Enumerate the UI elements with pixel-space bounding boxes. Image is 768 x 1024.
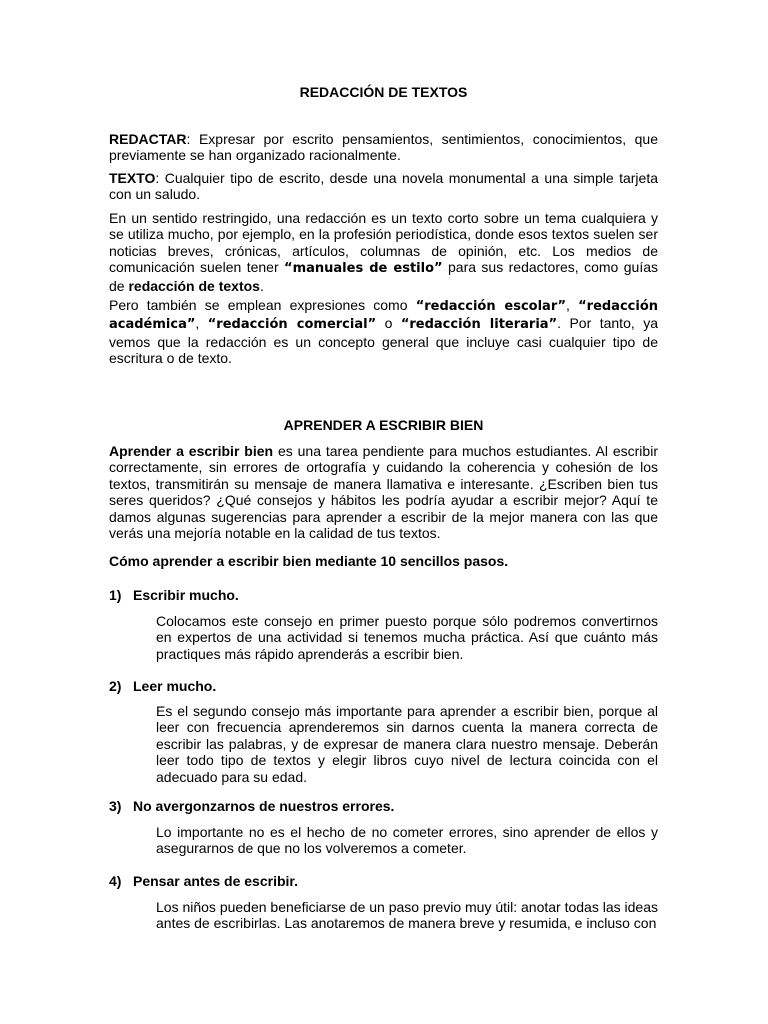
para3-text-3: . <box>259 277 264 294</box>
step-1-heading <box>109 587 239 603</box>
section-title-redaccion: REDACCIÓN DE TEXTOS <box>299 84 468 100</box>
step-1-title: Escribir mucho. <box>133 587 239 603</box>
step-4-body: Los niños pueden beneficiarse de un paso previo muy útil: anotar todas las ideas antes de escribirlas. Las anotaremos de manera breve y resumida, e incluso con <box>156 899 658 932</box>
para4-text-1: Pero también se emplean expresiones como <box>109 297 416 313</box>
term-texto: TEXTO <box>109 170 156 186</box>
step-3-number: 3) <box>109 798 122 814</box>
definition-texto <box>109 170 658 203</box>
step-2-heading <box>109 678 217 694</box>
para4-sep-2: , <box>195 315 208 332</box>
para4-bold-escolar: “redacción escolar” <box>415 299 567 314</box>
paragraph-aprender-intro <box>109 443 658 541</box>
step-1-body: Colocamos este consejo en primer puesto porque sólo podremos convertirnos en expertos de una actividad si tenemos mucha práctica. Así que cuánto más practiques más rápido aprenderás a escribir bien. <box>156 613 658 662</box>
step-3-body: Lo importante no es el hecho de no cometer errores, sino aprender de ellos y asegurarnos de que no los volveremos a cometer. <box>156 824 658 857</box>
intro-text: es una tarea pendiente para muchos estudiantes. Al escribir correctamente, sin errores de ortografía y cuidando la coherencia y cohesión de los textos, transmitirán su mensaje de manera llamativa e interesante. ¿Escriben bien tus seres queridos? ¿Qué consejos y hábitos les podría ayudar a escribir mejor? Aquí te damos algunas sugerencias para aprender a escribir de la mejor manera con las que verás una mejoría notable en la calidad de tus textos. <box>109 443 658 542</box>
para4-bold-comercial: “redacción comercial” <box>207 317 377 333</box>
step-1-number: 1) <box>109 587 122 603</box>
definition-redactar <box>109 131 658 164</box>
section-title-aprender: APRENDER A ESCRIBIR BIEN <box>283 417 484 433</box>
para3-bold-manuales: “manuales de estilo” <box>284 261 443 277</box>
para3-text-1: En un sentido restringido, una redacción es un texto corto sobre un tema cualquiera y se utiliza mucho, por ejemplo, en la profesión periodística, donde esos textos suelen ser noticias breves, crónicas, artículos, columnas de opinión, etc. Los medios de comunicación suelen tener <box>109 210 658 276</box>
step-2-number: 2) <box>109 678 122 694</box>
step-2-title: Leer mucho. <box>133 678 217 694</box>
para4-text-2: . Por tanto, ya vemos que la redacción es un concepto general que incluye casi cualquier tipo de escritura o de texto. <box>109 315 658 367</box>
para4-bold-academica: “redacción académica” <box>109 299 659 333</box>
intro-bold: Aprender a escribir bien <box>109 443 274 459</box>
definition-texto-text: : Cualquier tipo de escrito, desde una novela monumental a una simple tarjeta con un saludo. <box>109 170 658 203</box>
para4-sep-3: o <box>376 315 401 332</box>
para4-sep-1: , <box>566 297 579 313</box>
para3-text-2: para sus redactores, como guías de <box>109 259 658 294</box>
step-3-title: No avergonzarnos de nuestros errores. <box>133 798 395 814</box>
step-4-heading <box>109 873 298 889</box>
definition-redactar-text: : Expresar por escrito pensamientos, sentimientos, conocimientos, que previamente se han organizado racionalmente. <box>109 131 658 164</box>
step-4-number: 4) <box>109 873 122 889</box>
step-3-heading <box>109 798 395 814</box>
para4-bold-literaria: “redacción literaria” <box>400 317 558 333</box>
step-4-title: Pensar antes de escribir. <box>133 873 298 889</box>
term-redactar: REDACTAR <box>109 131 187 147</box>
paragraph-sentido-restringido <box>109 210 658 294</box>
paragraph-expresiones <box>109 297 658 367</box>
subtitle-10-pasos: Cómo aprender a escribir bien mediante 10 sencillos pasos. <box>109 553 509 569</box>
para3-bold-redaccion: redacción de textos <box>128 277 260 294</box>
step-2-body: Es el segundo consejo más importante para aprender a escribir bien, porque al leer con frecuencia aprenderemos sin darnos cuenta la manera correcta de escribir las palabras, y de expresar de manera clara nuestro mensaje. Deberán leer todo tipo de textos y elegir libros cuyo nivel de lectura coincida con el adecuado para su edad. <box>156 703 658 785</box>
